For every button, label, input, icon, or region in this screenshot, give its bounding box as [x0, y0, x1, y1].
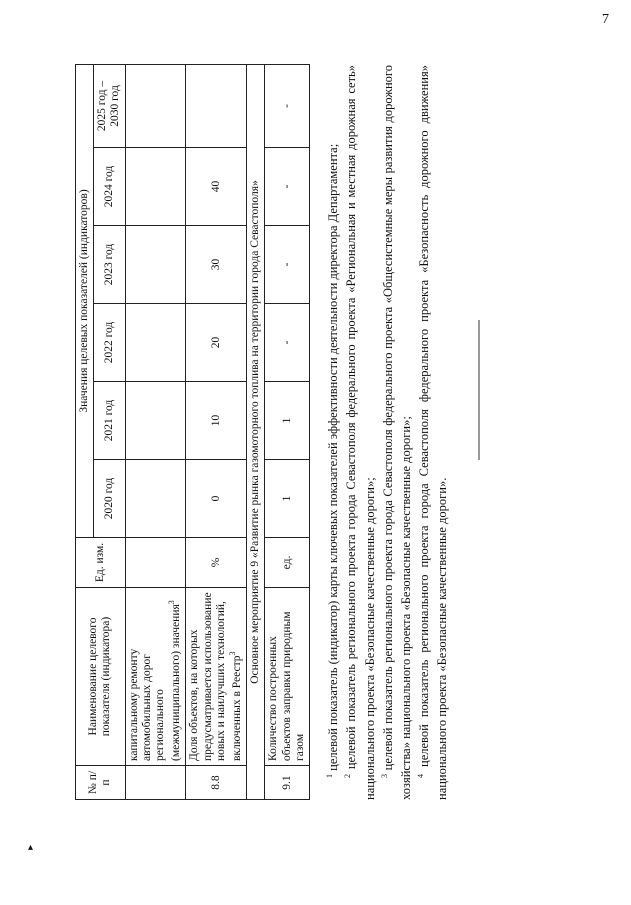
- header-values-group: Значения целевых показателей (индикаторов): [76, 64, 94, 537]
- separator-line: [477, 320, 481, 460]
- footnote: $^3$ целевой показатель регионального проекта города Севастополя федерального проекта «Общесистемные меры развития дорожного хозяйства» национального проекта «Безопасные качественные дороги»;: [379, 65, 413, 800]
- row-value: -: [265, 148, 310, 226]
- footnote: $^1$ целевой показатель (индикатор) карты ключевых показателей эффективности деятельности директора Департамента;: [324, 143, 341, 778]
- header-num: № п/п: [76, 766, 126, 800]
- row-num: [125, 766, 186, 800]
- header-name: Наименование целевого показателя (индикатора): [76, 588, 126, 766]
- header-year: 2022 год: [94, 304, 125, 382]
- row-num: 8.8: [186, 766, 247, 800]
- row-value: [125, 382, 186, 460]
- row-value: 30: [186, 226, 247, 304]
- row-value: -: [265, 64, 310, 147]
- page-number: 7: [602, 12, 609, 27]
- table-row: [186, 64, 247, 799]
- row-value: [125, 64, 186, 147]
- header-year: 2020 год: [94, 460, 125, 538]
- row-value: [125, 304, 186, 382]
- header-unit: Ед. изм.: [76, 538, 126, 588]
- header-year: 2024 год: [94, 148, 125, 226]
- row-value: -: [265, 226, 310, 304]
- row-name: капитальному ремонту автомобильных дорог регионального (межмуниципального) значения$^3$: [125, 588, 186, 766]
- section-title: Основное мероприятие 9 «Развитие рынка газомоторного топлива на территории города Севастополя»: [247, 64, 265, 799]
- section-row: [247, 64, 265, 799]
- row-unit: %: [186, 538, 247, 588]
- row-value: [125, 460, 186, 538]
- row-name: Количество построенных объектов заправки природным газом: [265, 588, 310, 766]
- rotated-content: [75, 65, 555, 800]
- row-unit: [125, 538, 186, 588]
- table-row: [265, 64, 310, 799]
- row-name: Доля объектов, на которых предусматривается использование новых и наилучших технологий, включенных в Реестр$^3$: [186, 588, 247, 766]
- header-year: 2025 год – 2030 год: [94, 64, 125, 147]
- row-num: 9.1: [265, 766, 310, 800]
- footnote: $^4$ целевой показатель регионального проекта города Севастополя федерального проекта «Безопасность дорожного движения» национального проекта «Безопасные качественные дороги».: [416, 65, 450, 800]
- row-value: [186, 64, 247, 147]
- row-value: 0: [186, 460, 247, 538]
- row-value: 1: [265, 460, 310, 538]
- row-value: 20: [186, 304, 247, 382]
- row-value: [125, 226, 186, 304]
- row-value: 1: [265, 382, 310, 460]
- row-value: 40: [186, 148, 247, 226]
- row-value: [125, 148, 186, 226]
- indicator-table: [75, 64, 310, 800]
- row-unit: ед.: [265, 538, 310, 588]
- row-value: -: [265, 304, 310, 382]
- row-value: 10: [186, 382, 247, 460]
- header-year: 2023 год: [94, 226, 125, 304]
- footnotes: [324, 65, 452, 800]
- table-row: [125, 64, 186, 799]
- header-year: 2021 год: [94, 382, 125, 460]
- footnote: $^2$ целевой показатель регионального проекта города Севастополя федерального проекта «Региональная и местная дорожная сеть» национального проекта «Безопасные качественные дороги»;: [343, 65, 377, 800]
- scan-mark: ▴: [28, 842, 34, 853]
